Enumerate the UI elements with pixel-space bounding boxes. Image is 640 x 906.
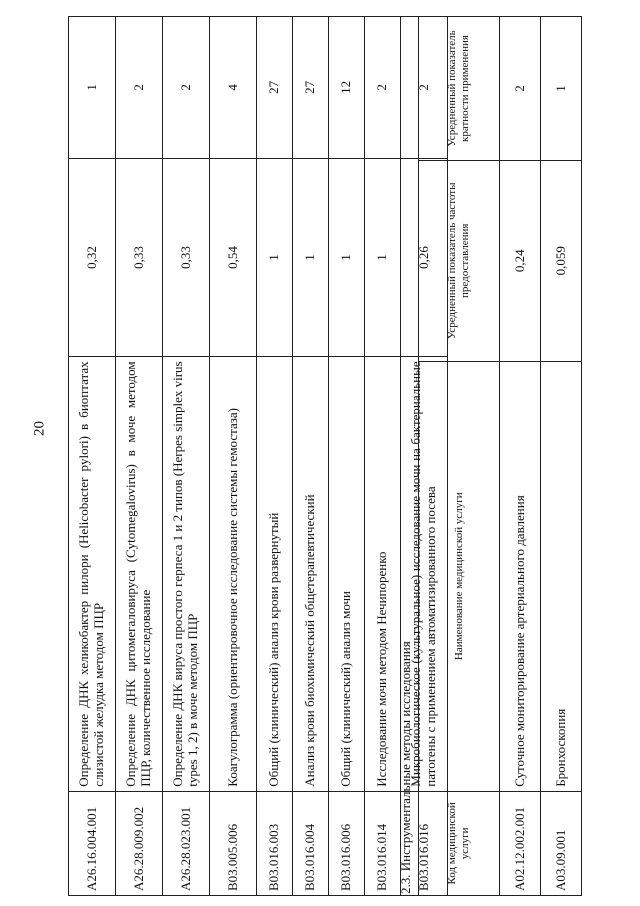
- service-code: A26.28.023.001: [163, 791, 210, 895]
- service-name: Бронхоскопия: [541, 361, 582, 791]
- multiplicity-value: 1: [69, 17, 116, 159]
- table-row: [541, 17, 582, 896]
- table-row: [329, 17, 365, 896]
- table-row: [365, 17, 401, 896]
- lab-tests-table: [68, 16, 448, 896]
- rotated-page-content: [68, 16, 633, 896]
- service-name: Исследование мочи методом Нечипоренко: [365, 357, 401, 791]
- service-code: A03.09.001: [541, 791, 582, 895]
- multiplicity-value: 2: [401, 17, 448, 159]
- frequency-value: 0,24: [500, 160, 541, 361]
- frequency-value: 1: [365, 158, 401, 357]
- service-code: B03.016.014: [365, 791, 401, 895]
- multiplicity-value: 4: [210, 17, 257, 159]
- multiplicity-value: 2: [116, 17, 163, 159]
- multiplicity-value: 1: [541, 17, 582, 161]
- frequency-value: 1: [293, 158, 329, 357]
- service-code: B03.005.006: [210, 791, 257, 895]
- frequency-value: 1: [329, 158, 365, 357]
- table-row: [210, 17, 257, 896]
- service-code: B03.016.006: [329, 791, 365, 895]
- multiplicity-value: 2: [365, 17, 401, 159]
- multiplicity-value: 27: [293, 17, 329, 159]
- table-row: [69, 17, 116, 896]
- multiplicity-value: 2: [163, 17, 210, 159]
- service-name: Суточное мониторирование артериального давления: [500, 361, 541, 791]
- service-name: Определение ДНК вируса простого герпеса 1 и 2 типов (Herpes simplex virus types 1, 2) в моче методом ПЦР: [163, 357, 210, 791]
- frequency-value: 0,32: [69, 158, 116, 357]
- frequency-value: 0,26: [401, 158, 448, 357]
- header-name: Наименование медицинской услуги: [419, 361, 500, 791]
- instrumental-methods-table: [418, 16, 582, 896]
- table-row: [163, 17, 210, 896]
- table-row: [293, 17, 329, 896]
- service-name: Коагулограмма (ориентировочное исследование системы гемостаза): [210, 357, 257, 791]
- table-row: [500, 17, 541, 896]
- service-name: Общий (клинический) анализ крови развернутый: [257, 357, 293, 791]
- frequency-value: 0,54: [210, 158, 257, 357]
- frequency-value: 0,33: [163, 158, 210, 357]
- multiplicity-value: 27: [257, 17, 293, 159]
- service-code: B03.016.016: [401, 791, 448, 895]
- multiplicity-value: 12: [329, 17, 365, 159]
- table-row: [257, 17, 293, 896]
- service-name: Анализ крови биохимический общетерапевтический: [293, 357, 329, 791]
- header-code: Код медицинской услуги: [419, 791, 500, 895]
- table-row: [116, 17, 163, 896]
- header-frequency: Усредненный показатель частоты предоставления: [419, 160, 500, 361]
- service-code: A26.28.009.002: [116, 791, 163, 895]
- multiplicity-value: 2: [500, 17, 541, 161]
- frequency-value: 0,059: [541, 160, 582, 361]
- section-title: 2.3. Инструментальные методы исследования: [398, 641, 413, 894]
- table-header-row: [419, 17, 500, 896]
- service-code: B03.016.003: [257, 791, 293, 895]
- service-name: Определение ДНК цитомегаловируса (Cytomegalovirus) в моче методом ПЦР, количественное исследование: [116, 357, 163, 791]
- service-name: Определение ДНК хеликобактер пилори (Helicobacter pylori) в биоптатах слизистой желудка методом ПЦР: [69, 357, 116, 791]
- service-code: A26.16.004.001: [69, 791, 116, 895]
- service-code: A02.12.002.001: [500, 791, 541, 895]
- service-name: Общий (клинический) анализ мочи: [329, 357, 365, 791]
- service-name: Микробиологическое (культуральное) исследование мочи на бактериальные патогены с применением автоматизированного посева: [401, 357, 448, 791]
- frequency-value: 0,33: [116, 158, 163, 357]
- service-code: B03.016.004: [293, 791, 329, 895]
- page-number: 20: [31, 421, 48, 436]
- frequency-value: 1: [257, 158, 293, 357]
- header-multiplicity: Усредненный показатель кратности применения: [419, 17, 500, 161]
